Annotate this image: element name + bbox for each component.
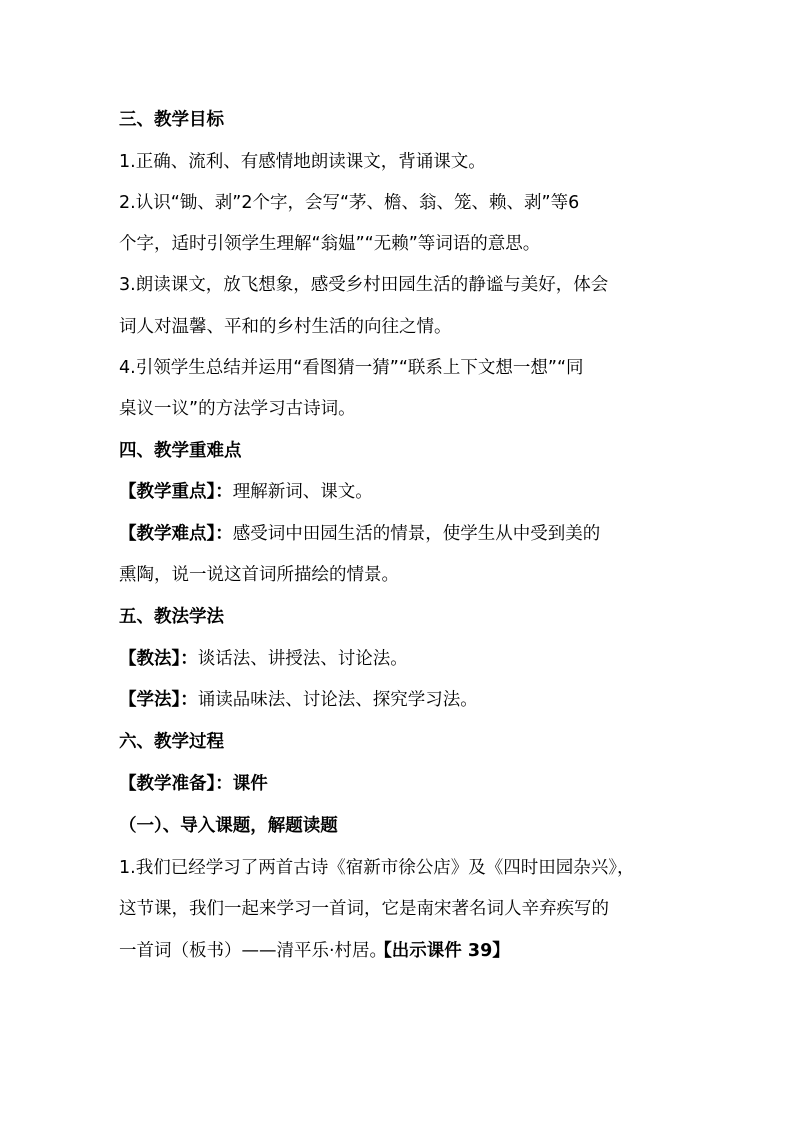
slide-reference: 【出示课件 39】 <box>383 941 510 961</box>
objective-2: 2.认识“锄、剥”2个字，会写“茅、檐、翁、笼、赖、剥”等6 <box>119 193 580 213</box>
section-heading-objectives: 三、教学目标 <box>119 110 224 130</box>
objective-2-cont: 个字，适时引领学生理解“翁媪”“无赖”等词语的意思。 <box>119 234 541 254</box>
focus-text: 理解新词、课文。 <box>232 482 373 502</box>
subsection-heading-intro: （一）、导入课题，解题读题 <box>119 816 338 836</box>
objective-3-cont: 词人对温馨、平和的乡村生活的向往之情。 <box>119 317 452 337</box>
focus-label: 【教学重点】： <box>119 482 233 502</box>
key-point-difficulty-cont: 熏陶，说一说这首词所描绘的情景。 <box>119 565 399 585</box>
learning-method <box>119 688 478 712</box>
section-heading-key-points: 四、教学重难点 <box>119 441 242 461</box>
key-point-focus <box>119 480 373 504</box>
paragraph-intro-line-1: 1.我们已经学习了两首古诗《宿新市徐公店》及《四时田园杂兴》， <box>119 858 635 878</box>
objective-1: 1.正确、流利、有感情地朗读课文，背诵课文。 <box>119 152 486 172</box>
learn-text: 诵读品味法、讨论法、探究学习法。 <box>197 690 478 710</box>
section-heading-process: 六、教学过程 <box>119 732 224 752</box>
intro-line-3-text: 一首词（板书）——清平乐·村居。 <box>119 941 388 961</box>
teaching-method <box>119 647 408 671</box>
method-text: 谈话法、讲授法、讨论法。 <box>197 649 408 669</box>
key-point-difficulty <box>119 522 600 546</box>
objective-4-cont: 桌议一议”的方法学习古诗词。 <box>119 399 356 419</box>
section-heading-methods: 五、教法学法 <box>119 607 224 627</box>
teaching-preparation: 【教学准备】：课件 <box>119 774 268 794</box>
objective-3: 3.朗读课文，放飞想象，感受乡村田园生活的静谧与美好，体会 <box>119 275 609 295</box>
learn-label: 【学法】： <box>119 690 198 710</box>
objective-4: 4.引领学生总结并运用“看图猜一猜”“联系上下文想一想”“同 <box>119 358 584 378</box>
paragraph-intro-line-3 <box>119 939 510 963</box>
method-label: 【教法】： <box>119 649 198 669</box>
difficulty-label: 【教学难点】： <box>119 524 233 544</box>
paragraph-intro-line-2: 这节课，我们一起来学习一首词，它是南宋著名词人辛弃疾写的 <box>119 899 609 919</box>
difficulty-text: 感受词中田园生活的情景，使学生从中受到美的 <box>232 524 601 544</box>
